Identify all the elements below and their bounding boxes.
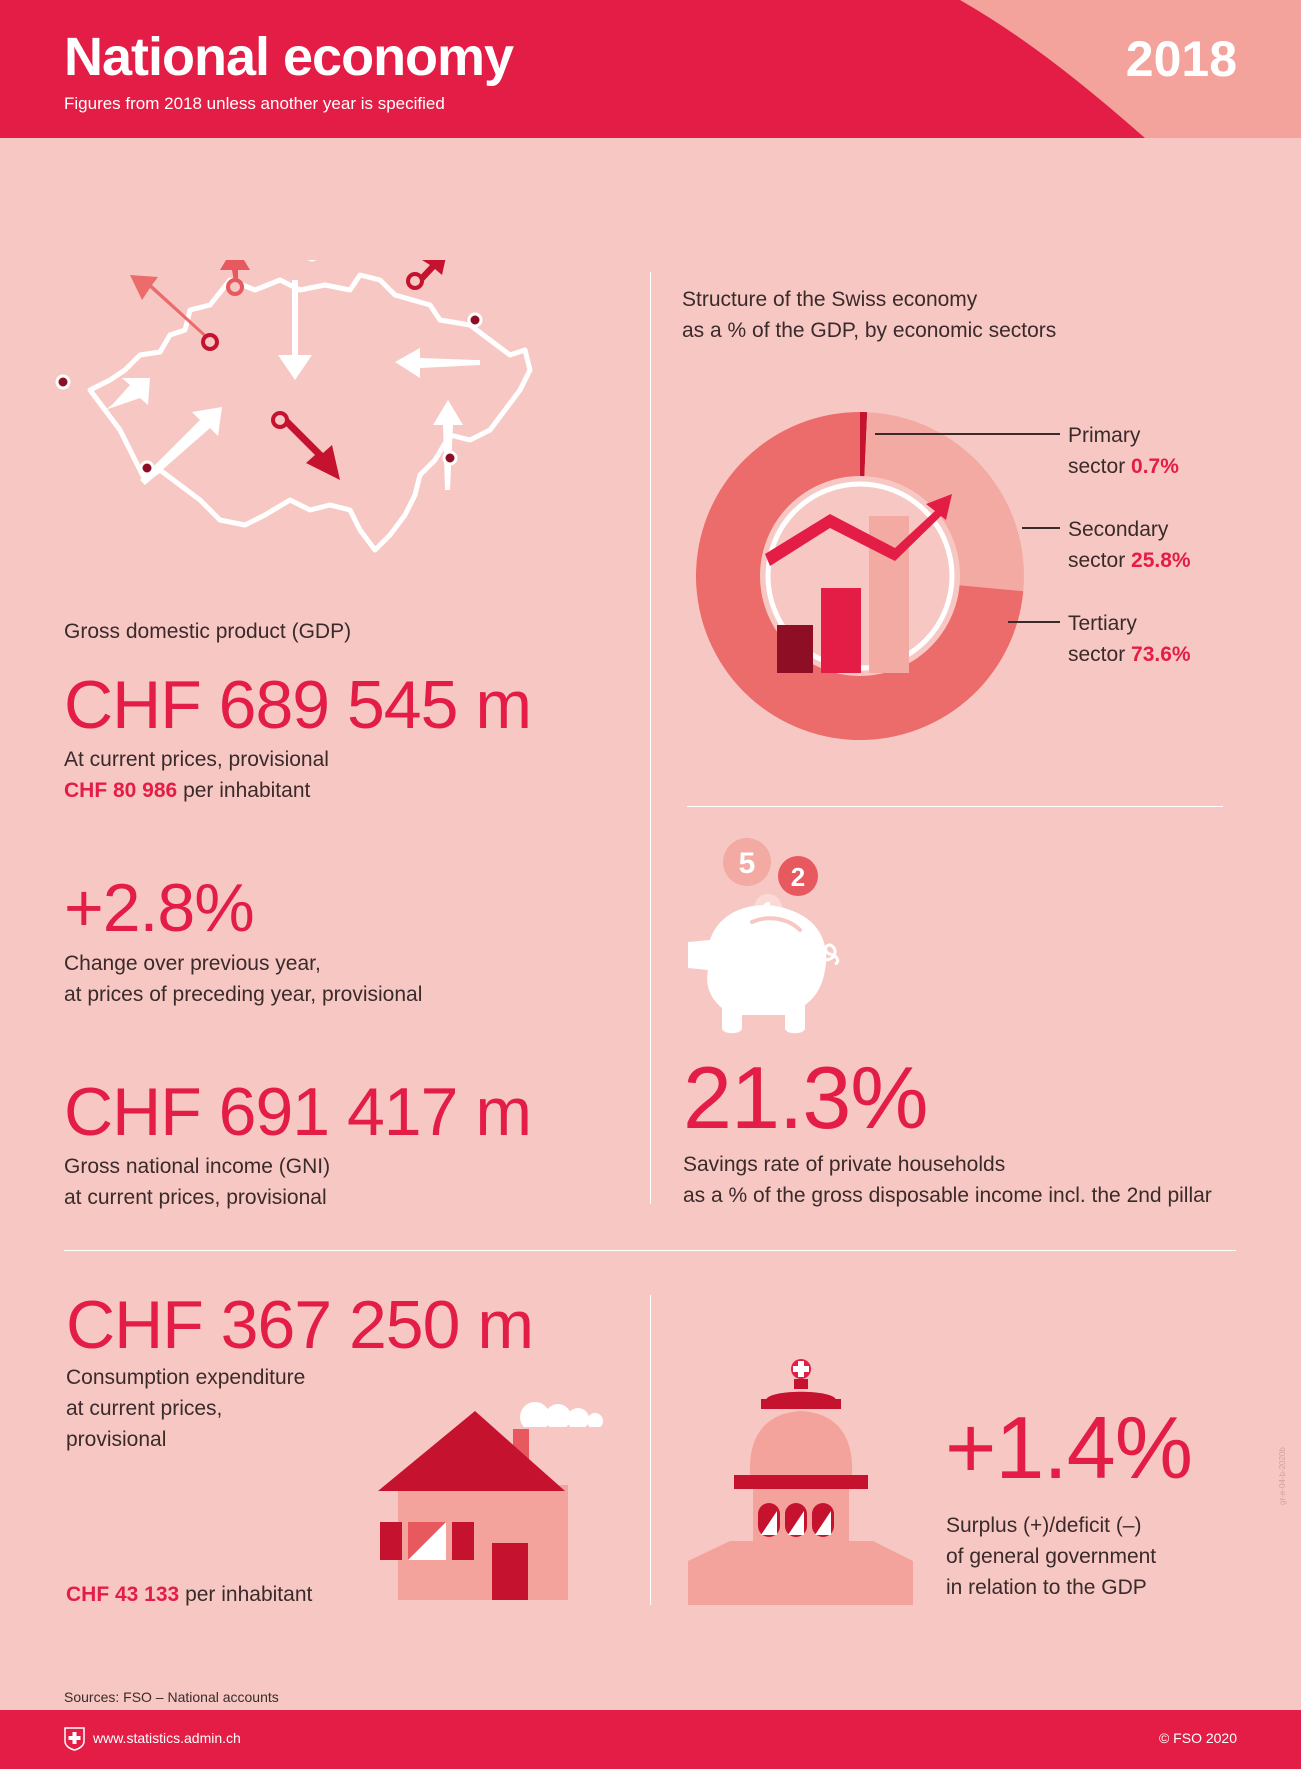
gdp-per-inhabitant (64, 775, 310, 806)
consumption-per-inhabitant (66, 1579, 312, 1610)
growth-desc-line2: at prices of preceding year, provisional (64, 983, 423, 1006)
surplus-desc-line2: of general government (946, 1545, 1157, 1568)
consumption-desc-line3: provisional (66, 1428, 167, 1451)
savings-value: 21.3% (683, 1048, 928, 1147)
sector-secondary-prefix: sector (1068, 549, 1132, 572)
bar-icon-medium (821, 588, 861, 673)
consumption-per-inhabitant-suffix: per inhabitant (179, 1583, 313, 1606)
section-divider-right (687, 806, 1223, 807)
sources-note: Sources: FSO – National accounts (64, 1689, 279, 1705)
surplus-desc-line1: Surplus (+)/deficit (–) (946, 1514, 1142, 1537)
piggy-bank-icon (680, 830, 860, 1050)
sector-tertiary-line2 (1068, 639, 1191, 670)
sector-tertiary-line1: Tertiary (1068, 612, 1137, 635)
coin-five-label: 5 (738, 847, 756, 880)
page-title: National economy (64, 27, 514, 87)
year-badge: 2018 (1125, 31, 1237, 87)
gdp-desc: At current prices, provisional (64, 748, 329, 771)
consumption-per-inhabitant-value: CHF 43 133 (66, 1583, 180, 1606)
growth-value: +2.8% (64, 870, 254, 946)
surplus-value: +1.4% (945, 1398, 1192, 1497)
column-divider-bottom (650, 1295, 651, 1605)
footer-bar (0, 1710, 1301, 1769)
sector-primary-prefix: sector (1068, 455, 1132, 478)
gni-desc-line1: Gross national income (GNI) (64, 1155, 331, 1178)
sector-leader-lines (860, 420, 1070, 660)
sector-secondary-value: 25.8% (1131, 549, 1191, 572)
page-subtitle: Figures from 2018 unless another year is specified (64, 94, 445, 113)
growth-desc-line1: Change over previous year, (64, 952, 321, 975)
surplus-desc-line3: in relation to the GDP (946, 1576, 1147, 1599)
copyright-text: © FSO 2020 (1158, 1730, 1237, 1746)
switzerland-map-icon (50, 260, 550, 570)
sector-primary-label (1068, 420, 1179, 482)
government-building-icon (688, 1355, 913, 1605)
consumption-desc-line1: Consumption expenditure (66, 1366, 306, 1389)
structure-title-line1: Structure of the Swiss economy (682, 288, 978, 311)
sector-tertiary-value: 73.6% (1131, 643, 1191, 666)
swiss-flag-icon (64, 1727, 85, 1751)
sector-primary-value: 0.7% (1131, 455, 1179, 478)
gdp-value: CHF 689 545 m (64, 667, 531, 743)
header-banner (0, 0, 1301, 138)
sector-secondary-line1: Secondary (1068, 518, 1169, 541)
coin-two-label: 2 (790, 862, 806, 892)
savings-desc-line2: as a % of the gross disposable income incl. the 2nd pillar (683, 1184, 1212, 1207)
website-link[interactable]: www.statistics.admin.ch (93, 1730, 241, 1746)
bar-icon-small (777, 625, 813, 673)
sector-tertiary-label (1068, 608, 1191, 670)
sector-secondary-line2 (1068, 545, 1191, 576)
gdp-label: Gross domestic product (GDP) (64, 620, 352, 643)
gdp-per-inhabitant-suffix: per inhabitant (177, 779, 311, 802)
house-icon (370, 1395, 620, 1605)
consumption-value: CHF 367 250 m (66, 1287, 533, 1363)
sector-primary-line1: Primary (1068, 424, 1141, 447)
gdp-per-inhabitant-value: CHF 80 986 (64, 779, 178, 802)
sector-tertiary-prefix: sector (1068, 643, 1132, 666)
structure-title-line2: as a % of the GDP, by economic sectors (682, 319, 1057, 342)
consumption-desc-line2: at current prices, (66, 1397, 223, 1420)
document-code: gr-e-04-b-2020b (1278, 1447, 1287, 1505)
section-divider-main (64, 1250, 1236, 1251)
gni-desc-line2: at current prices, provisional (64, 1186, 327, 1209)
gni-value: CHF 691 417 m (64, 1074, 531, 1150)
savings-desc-line1: Savings rate of private households (683, 1153, 1006, 1176)
sector-primary-line2 (1068, 451, 1179, 482)
column-divider-top (650, 272, 651, 1204)
sector-secondary-label (1068, 514, 1191, 576)
